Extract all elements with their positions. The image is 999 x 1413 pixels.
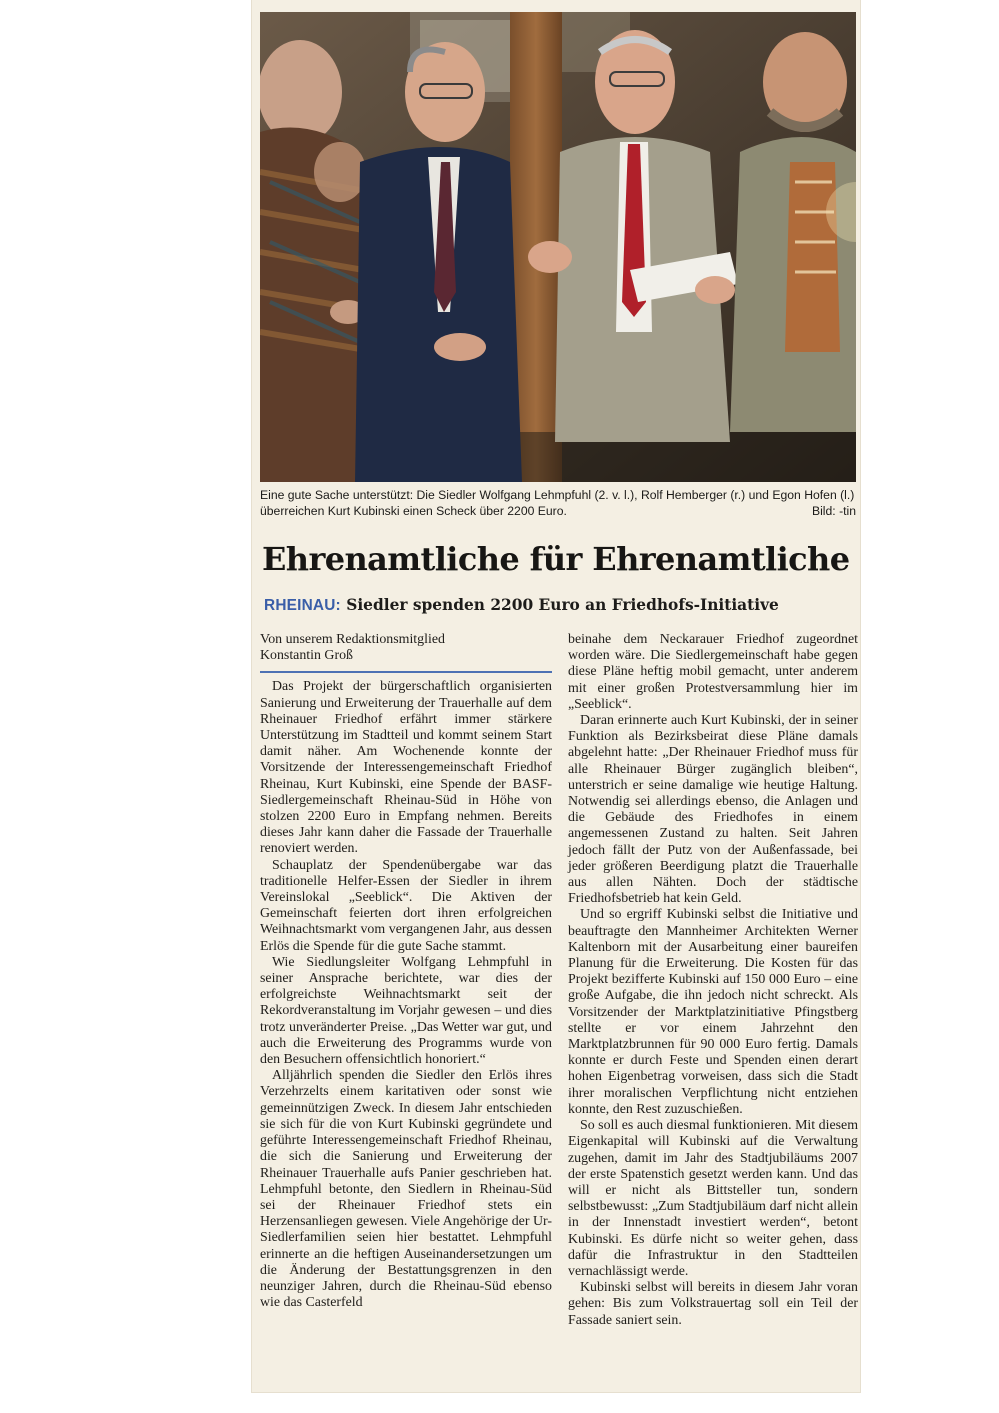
newspaper-clipping — [252, 0, 860, 1392]
paragraph: Daran erinnerte auch Kurt Kubinski, der in seiner Funktion als Bezirksbeirat diese Pläne damals abgelehnt hatte: „Der Rheinauer Friedhof muss für alle Rheinauer Bürger zugänglich bleiben“, unterstrich er seine damalige wie heutige Haltung. Notwendig sei allerdings ebenso, die Anlagen und die Gebäude des Friedhofes in einem angemessenen Zustand zu halten. Seit Jahren jedoch fällt der Putz von der Außenfassade, bei jeder größeren Beerdigung platzt die Trauerhalle aus allen Nähten. Doch der städtische Friedhofsbetrieb hat kein Geld. — [568, 713, 858, 907]
subheadline — [264, 596, 856, 615]
paragraph: Alljährlich spenden die Siedler den Erlös ihres Verzehrzelts einem karitativen oder sonst wie gemeinnützigen Zweck. In diesem Jahr entschieden sie sich für die von Kurt Kubinski gegründete und geführte Interessengemeinschaft Friedhof Rheinau, die sich die Sanierung und Erweiterung der Rheinauer Trauerhalle aufs Panier geschrieben hat. Lehmpfuhl betonte, den Siedlern in Rheinau-Süd sei der Rheinauer Friedhof stets ein Herzensanliegen gewesen. Viele Angehörige der Ur-Siedlerfamilien seien hier bestattet. Lehmpfuhl erinnerte an die heftigen Auseinandersetzungen um die Änderung der Bestattungsgrenzen in den neunziger Jahren, durch die Rheinau-Süd ebenso wie das Casterfeld — [260, 1068, 552, 1311]
paragraph: Kubinski selbst will bereits in diesem Jahr voran gehen: Bis zum Volkstrauertag soll ein Teil der Fassade saniert sein. — [568, 1280, 858, 1328]
paragraph: Das Projekt der bürgerschaftlich organisierten Sanierung und Erweiterung der Trauerhalle auf dem Rheinauer Friedhof erfährt immer stärkere Unterstützung im Stadtteil und kommt seinem Start damit näher. Am Wochenende konnte der Vorsitzende der Interessengemeinschaft Friedhof Rheinau, Kurt Kubinski, eine Spende der BASF-Siedlergemeinschaft Rheinau-Süd in Höhe von stolzen 2200 Euro in Empfang nehmen. Bereits dieses Jahr kann daher die Fassade der Trauerhalle renoviert werden. — [260, 679, 552, 857]
article-column-right — [568, 632, 858, 1329]
paragraph: beinahe dem Neckarauer Friedhof zugeordnet worden wäre. Die Siedlergemeinschaft habe gegen diese Pläne heftig mobil gemacht, unter anderem mit einer großen Protestversammlung hier im „Seeblick“. — [568, 632, 858, 712]
subheadline-text: Siedler spenden 2200 Euro an Friedhofs-Initiative — [346, 596, 779, 614]
headline: Ehrenamtliche für Ehrenamtliche — [262, 540, 850, 578]
paragraph: Und so ergriff Kubinski selbst die Initiative und beauftragte den Mannheimer Architekten Werner Kaltenborn mit der Ausarbeitung einer baureifen Planung für die Erweiterung. Die Kosten für das Projekt bezifferte Kubinski auf 150 000 Euro – eine große Aufgabe, die ihn jedoch nicht schreckt. Als Vorsitzender der Marktplatzinitiative Pfingstberg stellte er vor einem Jahrzehnt den Marktplatzbrunnen für 90 000 Euro fertig. Damals konnte er durch Feste und Spenden einen derart hohen Eigenbetrag vorweisen, dass sich die Stadt ihrer moralischen Verpflichtung nicht entziehen konnte, den Rest zuzuschießen. — [568, 907, 858, 1117]
byline-author: Konstantin Groß — [260, 648, 353, 664]
photo-illustration — [260, 12, 856, 482]
byline-line-1: Von unserem Redaktionsmitglied — [260, 632, 445, 647]
photo-caption — [260, 488, 856, 519]
caption-text: Eine gute Sache unterstützt: Die Siedler Wolfgang Lehmpfuhl (2. v. l.), Rolf Hemberger (r.) und Egon Hofen (l.) überreichen Kurt Kubinski einen Scheck über 2200 Euro. — [260, 488, 855, 518]
paragraph: Schauplatz der Spendenübergabe war das traditionelle Helfer-Essen der Siedler in ihrem Vereinslokal „Seeblick“. Die Aktiven der Gemeinschaft feierten dort ihren erfolgreichen Weihnachtsmarkt vom vergangenen Jahr, aus dessen Erlös die Spende für die gute Sache stammt. — [260, 857, 552, 954]
paragraph: So soll es auch diesmal funktionieren. Mit diesem Eigenkapital will Kubinski auf die Verwaltung zugehen, damit im Jahr des Stadtjubiläums 2007 der erste Spatenstich gesetzt werden kann. Und das will er nicht als Bittsteller tun, sondern selbstbewusst: „Zum Stadtjubiläum darf nicht allein in der Innenstadt investiert werden“, betont Kubinski. Es dürfe nicht so weiter gehen, dass dafür die Infrastruktur in den Stadtteilen vernachlässigt werde. — [568, 1118, 858, 1279]
dateline: RHEINAU: — [264, 597, 341, 614]
byline — [260, 632, 552, 664]
paragraph: Wie Siedlungsleiter Wolfgang Lehmpfuhl in seiner Ansprache berichtete, war dies der erfolgreichste Weihnachtsmarkt seit der Rekordveranstaltung im Vorjahr gewesen – und dies trotz unveränderter Preise. „Das Wetter war gut, und auch die Erweiterung des Programms wurde von den Besuchern offensichtlich honoriert.“ — [260, 954, 552, 1068]
article-photo — [260, 12, 856, 482]
photo-credit: Bild: -tin — [811, 503, 856, 518]
byline-divider — [260, 671, 552, 673]
article-column-left — [260, 632, 552, 1311]
